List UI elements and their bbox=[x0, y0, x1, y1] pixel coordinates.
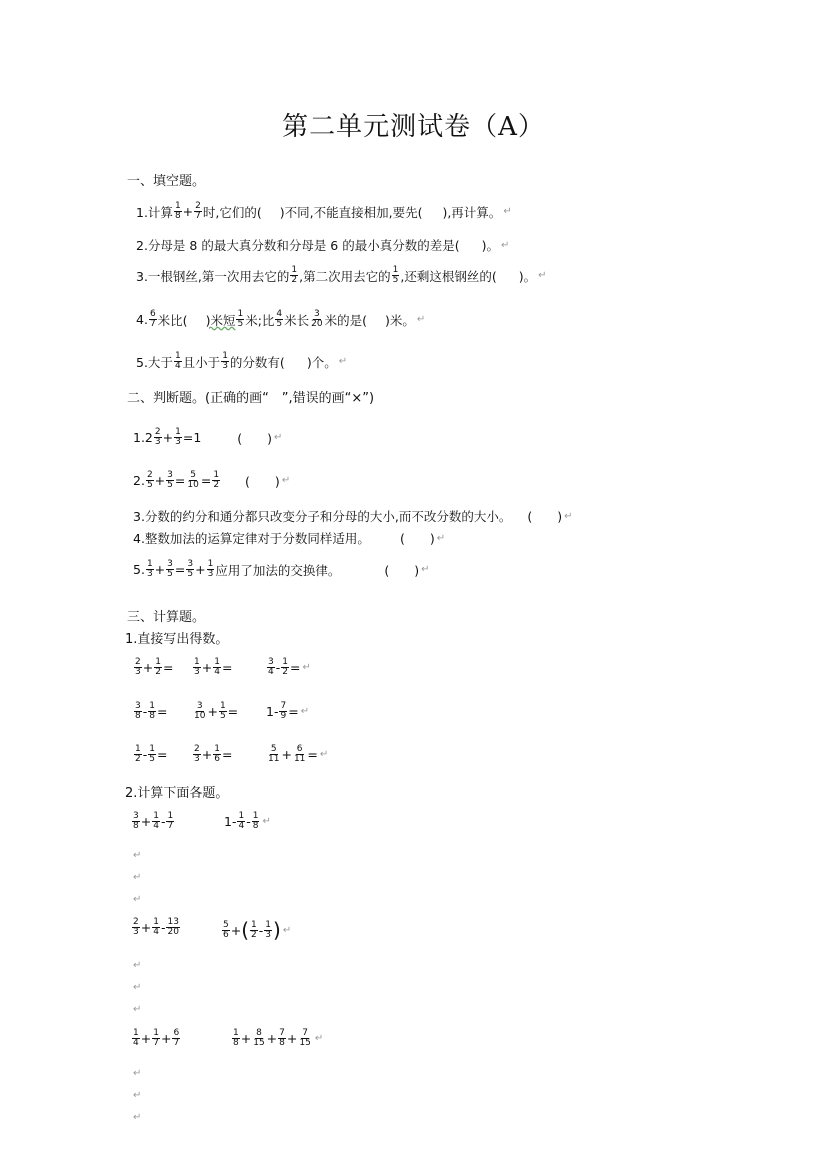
q4-text-d: 米;比 bbox=[245, 312, 275, 328]
fraction: $\frac{6}{11}$ bbox=[293, 744, 306, 764]
q4-text-f: 米的是( bbox=[324, 312, 367, 328]
fill-q3 bbox=[136, 266, 547, 285]
fraction: $\frac{1}{3}$ bbox=[194, 657, 200, 677]
q4-text-c: )米短 bbox=[205, 312, 236, 328]
operator: + bbox=[140, 920, 152, 935]
operator: - bbox=[246, 814, 251, 829]
j2-text-a: 2. bbox=[133, 473, 145, 488]
j5-text-e: 应用了加法的交换律。 bbox=[215, 562, 341, 578]
fraction: $\frac{1}{8}$ bbox=[149, 701, 155, 721]
fraction: $\frac{2}{3}$ bbox=[133, 917, 139, 937]
j4-text-a: 4.整数加法的运算定律对于分数同样适用。 bbox=[133, 531, 370, 546]
whole-number: 1- bbox=[224, 814, 237, 829]
fraction: $\frac{1}{5}$ bbox=[219, 701, 226, 721]
subsection-direct: 1.直接写出得数。 bbox=[125, 632, 229, 647]
direct-item bbox=[192, 658, 232, 677]
fraction: $\frac{2}{3}$ bbox=[154, 427, 161, 447]
paragraph-mark-icon: ↵ bbox=[338, 356, 348, 367]
fraction: $\frac{1}{2}$ bbox=[251, 919, 257, 940]
fraction: $\frac{1}{6}$ bbox=[214, 744, 220, 764]
paragraph-mark-icon: ↵ bbox=[133, 872, 142, 883]
fraction: $\frac{7}{15}$ bbox=[299, 1028, 311, 1048]
page-title: 第二单元测试卷（A） bbox=[282, 112, 545, 142]
equals-sign: = bbox=[156, 747, 168, 762]
subsection-compute: 2.计算下面各题。 bbox=[125, 786, 229, 801]
fraction: $\frac{1}{7}$ bbox=[153, 1028, 159, 1048]
fraction: $\frac{1}{5}$ bbox=[149, 744, 155, 764]
right-paren: ) bbox=[273, 918, 281, 942]
fraction: $\frac{2}{3}$ bbox=[194, 744, 200, 764]
fraction: $\frac{3}{5}$ bbox=[187, 559, 194, 579]
paragraph-mark-icon: ↵ bbox=[262, 816, 271, 827]
fraction: $\frac{1}{2}$ bbox=[291, 265, 298, 285]
q1-text-e: ),再计算。 bbox=[442, 204, 502, 220]
equals-sign: = bbox=[221, 747, 233, 762]
section-calculation: 三、计算题。 bbox=[127, 610, 206, 625]
operator: + bbox=[201, 660, 213, 675]
q5-text-d: )个。 bbox=[306, 354, 337, 370]
answer-blank[interactable]: ( ) bbox=[527, 509, 563, 524]
operator: + bbox=[207, 704, 218, 719]
answer-blank[interactable]: ( ) bbox=[384, 562, 420, 578]
fraction: $\frac{3}{10}$ bbox=[194, 701, 206, 721]
plus-sign: + bbox=[154, 473, 166, 488]
paragraph-mark-icon: ↵ bbox=[133, 1112, 142, 1123]
j5-text-a: 5. bbox=[133, 562, 145, 577]
operator: + bbox=[142, 660, 154, 675]
fraction: $\frac{13}{20}$ bbox=[167, 917, 179, 937]
fraction: $\frac{5}{11}$ bbox=[268, 744, 280, 764]
compute-problem bbox=[131, 1029, 181, 1048]
direct-item bbox=[266, 658, 311, 677]
fraction: $\frac{1}{3}$ bbox=[222, 351, 228, 371]
compute-problem bbox=[221, 918, 291, 942]
paragraph-mark-icon: ↵ bbox=[538, 270, 547, 281]
fraction: $\frac{1}{4}$ bbox=[238, 811, 245, 831]
q5-text-b: 且小于 bbox=[182, 354, 221, 370]
fraction: $\frac{2}{7}$ bbox=[195, 201, 201, 221]
equals-sign: = bbox=[200, 473, 212, 488]
equals-sign: = bbox=[162, 660, 174, 675]
fraction: $\frac{3}{5}$ bbox=[167, 470, 173, 490]
plus-sign: + bbox=[154, 562, 166, 577]
paragraph-mark-icon: ↵ bbox=[281, 475, 291, 486]
judge-q4 bbox=[133, 529, 445, 547]
equals-sign: = bbox=[221, 660, 233, 675]
operator: + bbox=[266, 1031, 278, 1046]
equals-sign: = bbox=[307, 747, 318, 762]
compute-problem bbox=[231, 1029, 323, 1048]
direct-item bbox=[133, 745, 167, 764]
operator: + bbox=[140, 814, 152, 829]
compute-problem bbox=[131, 918, 181, 937]
direct-item bbox=[133, 658, 173, 677]
operator: + bbox=[140, 1031, 152, 1046]
fill-q1 bbox=[136, 202, 512, 221]
paragraph-mark-icon: ↵ bbox=[319, 749, 329, 760]
direct-item bbox=[192, 702, 238, 721]
direct-item bbox=[133, 702, 167, 721]
operator: + bbox=[230, 922, 242, 938]
operator: + bbox=[240, 1031, 252, 1046]
paragraph-mark-icon: ↵ bbox=[133, 1004, 142, 1015]
paragraph-mark-icon: ↵ bbox=[421, 564, 430, 575]
fraction: $\frac{1}{4}$ bbox=[214, 657, 220, 677]
judge-q2 bbox=[133, 471, 290, 490]
paragraph-mark-icon: ↵ bbox=[302, 662, 311, 673]
judge-q1 bbox=[133, 428, 282, 447]
fraction: $\frac{1}{8}$ bbox=[233, 1028, 239, 1048]
fraction: $\frac{1}{7}$ bbox=[167, 811, 174, 831]
equals-sign: = bbox=[156, 704, 168, 719]
paragraph-mark-icon: ↵ bbox=[133, 1090, 142, 1101]
section-fill-in: 一、填空题。 bbox=[127, 174, 206, 189]
section-true-false: 二、判断题。(正确的画“ ”,错误的画“×”) bbox=[127, 391, 375, 406]
paragraph-mark-icon: ↵ bbox=[133, 982, 142, 993]
j3-text-a: 3.分数的约分和通分都只改变分子和分母的大小,而不改分数的大小。 bbox=[133, 509, 512, 524]
fraction: $\frac{7}{8}$ bbox=[279, 1028, 285, 1048]
plus-sign: + bbox=[195, 562, 206, 577]
fraction: $\frac{1}{3}$ bbox=[146, 559, 153, 579]
q2-text-b: )。 bbox=[481, 238, 499, 253]
paragraph-mark-icon: ↵ bbox=[564, 510, 573, 522]
fraction: $\frac{1}{2}$ bbox=[213, 470, 220, 490]
fraction: $\frac{1}{3}$ bbox=[265, 919, 272, 940]
fraction: $\frac{3}{8}$ bbox=[133, 811, 139, 831]
paragraph-mark-icon: ↵ bbox=[436, 532, 446, 544]
q4-text-a: 4. bbox=[136, 312, 148, 327]
fraction: $\frac{1}{4}$ bbox=[153, 917, 159, 937]
operator: - bbox=[142, 704, 148, 719]
plus-sign: + bbox=[162, 430, 174, 445]
compute-problem bbox=[224, 812, 271, 831]
paragraph-mark-icon: ↵ bbox=[282, 924, 292, 936]
fraction: $\frac{6}{7}$ bbox=[173, 1028, 180, 1048]
paragraph-mark-icon: ↵ bbox=[501, 239, 510, 251]
judge-q3 bbox=[133, 507, 573, 525]
fraction: $\frac{1}{4}$ bbox=[133, 1028, 139, 1048]
fraction: $\frac{6}{7}$ bbox=[149, 309, 156, 329]
equals-sign: = bbox=[174, 473, 186, 488]
fraction: $\frac{1}{3}$ bbox=[207, 559, 214, 579]
q3-text-d: )。 bbox=[518, 268, 537, 284]
operator: + bbox=[286, 1031, 298, 1046]
fraction: $\frac{5}{6}$ bbox=[223, 919, 229, 940]
fraction: $\frac{7}{9}$ bbox=[280, 701, 287, 721]
paragraph-mark-icon: ↵ bbox=[300, 706, 310, 717]
q1-text-d: )不同,不能直接相加,要先( bbox=[279, 204, 423, 220]
j1-text-a: 1.2 bbox=[133, 430, 153, 445]
fill-q5 bbox=[136, 352, 347, 371]
fill-q4 bbox=[136, 310, 425, 329]
paragraph-mark-icon: ↵ bbox=[274, 432, 283, 443]
fraction: $\frac{3}{5}$ bbox=[167, 559, 173, 579]
paragraph-mark-icon: ↵ bbox=[133, 960, 142, 971]
fraction: $\frac{1}{5}$ bbox=[237, 309, 244, 329]
paragraph-mark-icon: ↵ bbox=[503, 206, 512, 217]
q2-text-a: 2.分母是 8 的最大真分数和分母是 6 的最小真分数的差是( bbox=[136, 238, 460, 253]
operator: - bbox=[275, 660, 281, 675]
fill-q2 bbox=[136, 236, 509, 254]
q3-text-b: ,第二次用去它的 bbox=[299, 268, 391, 284]
fraction: $\frac{8}{15}$ bbox=[253, 1028, 265, 1048]
q1-text-a: 1.计算 bbox=[136, 204, 173, 220]
fraction: $\frac{1}{2}$ bbox=[155, 657, 161, 677]
paragraph-mark-icon: ↵ bbox=[314, 1033, 324, 1044]
direct-item bbox=[266, 745, 328, 764]
paragraph-mark-icon: ↵ bbox=[133, 1068, 142, 1079]
fraction: $\frac{3}{20}$ bbox=[311, 309, 323, 329]
answer-blank[interactable]: ( ) bbox=[245, 473, 280, 489]
operator: + bbox=[160, 1031, 172, 1046]
q3-text-a: 3.一根钢丝,第一次用去它的 bbox=[136, 268, 290, 284]
operator: - bbox=[258, 922, 264, 938]
q5-text-c: 的分数有( bbox=[229, 354, 285, 370]
answer-blank[interactable]: ( ) bbox=[237, 430, 273, 446]
fraction: $\frac{1}{5}$ bbox=[392, 265, 399, 285]
fraction: $\frac{5}{10}$ bbox=[187, 470, 199, 490]
fraction: $\frac{1}{3}$ bbox=[175, 427, 181, 447]
fraction: $\frac{1}{4}$ bbox=[174, 351, 181, 371]
compute-problem bbox=[131, 812, 175, 831]
q4-text-b: 米比( bbox=[157, 312, 188, 328]
judge-q5 bbox=[133, 560, 430, 579]
equals-sign: = bbox=[288, 704, 299, 719]
fraction: $\frac{1}{4}$ bbox=[153, 811, 159, 831]
operator: - bbox=[142, 747, 148, 762]
q1-text-c: 时,它们的( bbox=[202, 204, 262, 220]
paragraph-mark-icon: ↵ bbox=[133, 894, 142, 905]
q4-text-g: )米。 bbox=[385, 312, 415, 328]
left-paren: ( bbox=[241, 918, 250, 942]
fraction: $\frac{3}{8}$ bbox=[135, 701, 141, 721]
q4-text-e: 米长 bbox=[284, 312, 310, 328]
fraction: $\frac{3}{4}$ bbox=[268, 657, 274, 677]
equals-sign: = bbox=[289, 660, 301, 675]
operator: - bbox=[160, 920, 166, 935]
fraction: $\frac{1}{8}$ bbox=[252, 811, 259, 831]
answer-blank[interactable]: ( ) bbox=[399, 531, 435, 546]
fraction: $\frac{4}{5}$ bbox=[276, 309, 283, 329]
fraction: $\frac{1}{2}$ bbox=[135, 744, 141, 764]
operator: - bbox=[160, 814, 166, 829]
q5-text-a: 5.大于 bbox=[136, 354, 173, 370]
operator: + bbox=[201, 747, 213, 762]
whole-number: 1- bbox=[266, 704, 279, 719]
operator: + bbox=[281, 747, 292, 762]
fraction: $\frac{1}{8}$ bbox=[174, 201, 181, 221]
q3-text-c: ,还剩这根钢丝的( bbox=[400, 268, 497, 284]
paragraph-mark-icon: ↵ bbox=[416, 314, 426, 325]
plus-sign: + bbox=[182, 204, 194, 219]
fraction: $\frac{1}{2}$ bbox=[282, 657, 288, 677]
j1-text-c: =1 bbox=[182, 430, 202, 445]
equals-sign: = bbox=[227, 704, 239, 719]
direct-item bbox=[192, 745, 232, 764]
fraction: $\frac{2}{5}$ bbox=[146, 470, 153, 490]
equals-sign: = bbox=[174, 562, 186, 577]
fraction: $\frac{2}{3}$ bbox=[135, 657, 141, 677]
direct-item bbox=[266, 702, 309, 721]
paragraph-mark-icon: ↵ bbox=[133, 850, 142, 861]
